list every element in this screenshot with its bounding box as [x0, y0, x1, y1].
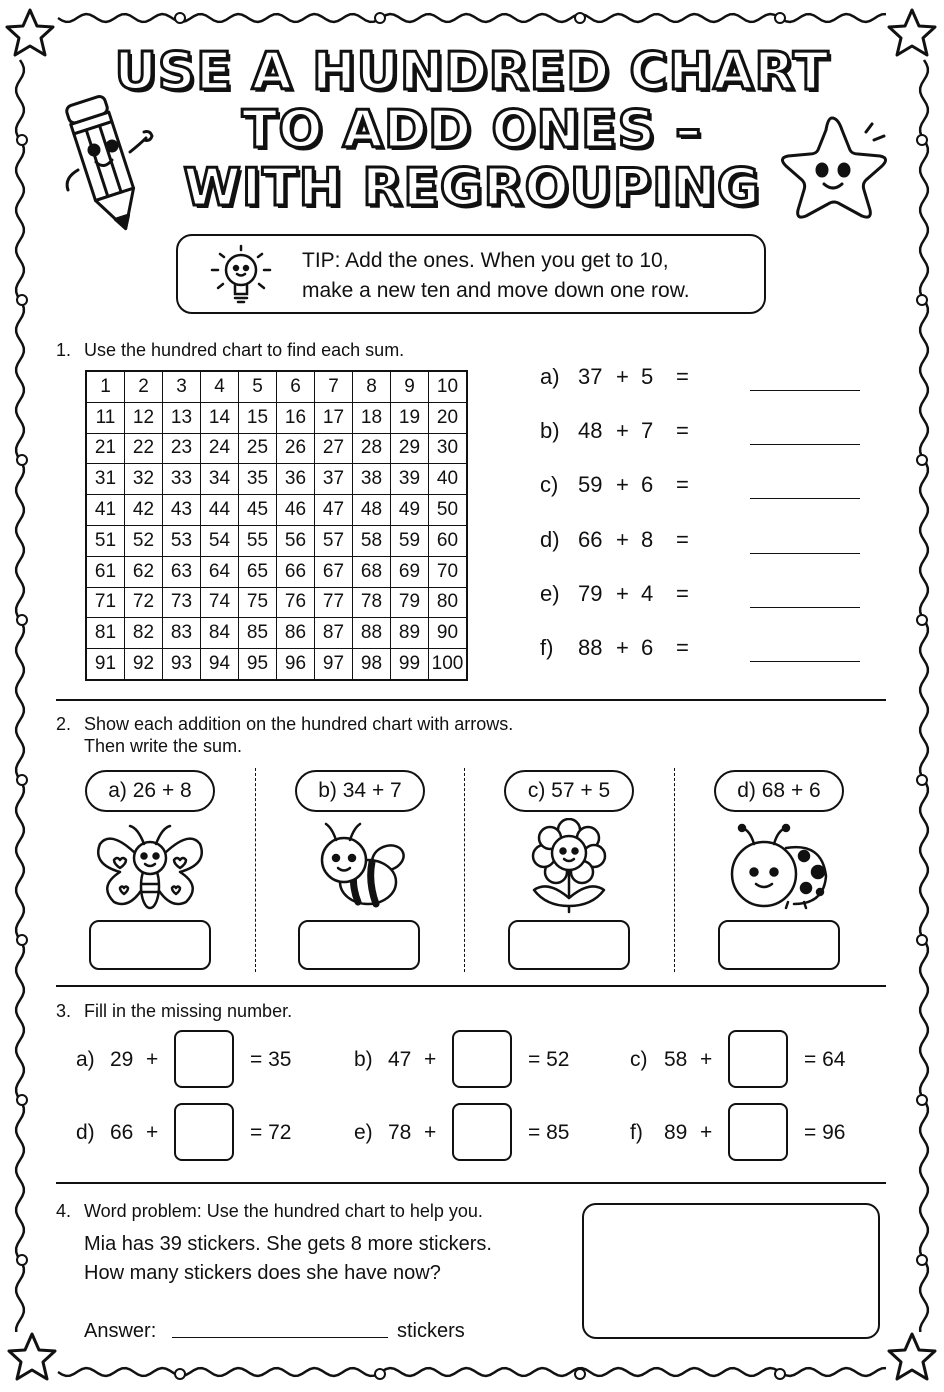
- chart-cell: 33: [163, 464, 201, 495]
- chart-cell: 27: [315, 433, 353, 464]
- chart-cell: 66: [277, 556, 315, 587]
- addend: 66: [578, 526, 603, 552]
- chart-row: [86, 556, 467, 587]
- plus-sign: +: [616, 418, 629, 444]
- q2-number: 2.: [56, 714, 72, 734]
- chart-cell: 86: [277, 618, 315, 649]
- chart-cell: 55: [239, 525, 277, 556]
- problem-label: c): [630, 1048, 648, 1071]
- chart-cell: 9: [391, 371, 429, 402]
- equals-sign: =: [676, 526, 689, 552]
- chart-cell: 21: [86, 433, 125, 464]
- chart-cell: 71: [86, 587, 125, 618]
- q4-story-line-1: Mia has 39 stickers. She gets 8 more stickers.: [84, 1233, 492, 1255]
- title-line-1: USE A HUNDRED CHART: [114, 42, 830, 102]
- missing-number-problem: [76, 1030, 326, 1090]
- chart-cell: 43: [163, 495, 201, 526]
- plus-sign: +: [146, 1121, 159, 1144]
- lightbulb-icon: [206, 242, 276, 310]
- result: = 52: [528, 1048, 570, 1071]
- chart-cell: 48: [353, 495, 391, 526]
- addend: 78: [388, 1121, 412, 1144]
- chart-row: [86, 587, 467, 618]
- divider: [56, 699, 886, 701]
- chart-cell: 42: [125, 495, 163, 526]
- chart-cell: 82: [125, 618, 163, 649]
- plus-sign: +: [700, 1048, 713, 1071]
- chart-cell: 23: [163, 433, 201, 464]
- q1-problem: [540, 472, 870, 502]
- missing-number-problem: [354, 1030, 604, 1090]
- result: = 85: [528, 1121, 570, 1144]
- chart-row: [86, 495, 467, 526]
- missing-number-box[interactable]: [728, 1030, 788, 1088]
- plus-sign: +: [146, 1048, 159, 1071]
- chart-row: [86, 402, 467, 433]
- addend: 66: [110, 1121, 134, 1144]
- problem-label: a): [540, 364, 560, 389]
- answer-unit: stickers: [397, 1320, 465, 1342]
- chart-cell: 76: [277, 587, 315, 618]
- q2-answer-box-b[interactable]: [298, 920, 420, 970]
- chart-cell: 8: [353, 371, 391, 402]
- chart-cell: 96: [277, 649, 315, 680]
- chart-cell: 38: [353, 464, 391, 495]
- hundred-chart: [85, 370, 468, 681]
- plus-sign: +: [700, 1121, 713, 1144]
- addend: 88: [578, 635, 603, 660]
- missing-number-box[interactable]: [174, 1030, 234, 1088]
- chart-cell: 13: [163, 402, 201, 433]
- q2-bubble-d: d) 68 + 6: [714, 770, 844, 812]
- chart-cell: 64: [201, 556, 239, 587]
- chart-cell: 45: [239, 495, 277, 526]
- missing-number-box[interactable]: [452, 1030, 512, 1088]
- chart-cell: 24: [201, 433, 239, 464]
- chart-cell: 68: [353, 556, 391, 587]
- addend: 6: [641, 472, 654, 498]
- result: = 72: [250, 1121, 292, 1144]
- addend: 59: [578, 472, 603, 498]
- chart-cell: 25: [239, 433, 277, 464]
- equals-sign: =: [676, 364, 689, 389]
- chart-cell: 100: [429, 649, 468, 680]
- answer-blank[interactable]: [750, 444, 860, 445]
- equals-sign: =: [676, 580, 689, 606]
- result: = 64: [804, 1048, 846, 1071]
- tip-line-1: TIP: Add the ones. When you get to 10,: [302, 249, 669, 272]
- q2-bubble-a: a) 26 + 8: [85, 770, 215, 812]
- chart-cell: 84: [201, 618, 239, 649]
- chart-cell: 12: [125, 402, 163, 433]
- answer-line[interactable]: [172, 1337, 388, 1338]
- chart-row: [86, 433, 467, 464]
- chart-cell: 70: [429, 556, 468, 587]
- chart-cell: 63: [163, 556, 201, 587]
- problem-label: d): [540, 526, 560, 552]
- chart-cell: 99: [391, 649, 429, 680]
- chart-cell: 50: [429, 495, 468, 526]
- star-icon: [9, 1334, 55, 1379]
- plus-sign: +: [616, 635, 629, 660]
- chart-cell: 22: [125, 433, 163, 464]
- addend: 6: [641, 635, 654, 660]
- q4-story-line-2: How many stickers does she have now?: [84, 1262, 441, 1284]
- chart-cell: 80: [429, 587, 468, 618]
- flower-icon: [526, 818, 612, 914]
- chart-cell: 62: [125, 556, 163, 587]
- chart-cell: 11: [86, 402, 125, 433]
- chart-cell: 3: [163, 371, 201, 402]
- result: = 35: [250, 1048, 292, 1071]
- missing-number-box[interactable]: [452, 1103, 512, 1161]
- chart-cell: 41: [86, 495, 125, 526]
- chart-cell: 93: [163, 649, 201, 680]
- chart-row: [86, 618, 467, 649]
- q1-instruction: Use the hundred chart to find each sum.: [84, 340, 405, 360]
- chart-cell: 35: [239, 464, 277, 495]
- chart-cell: 69: [391, 556, 429, 587]
- q1-number: 1.: [56, 340, 72, 360]
- chart-cell: 47: [315, 495, 353, 526]
- chart-cell: 19: [391, 402, 429, 433]
- problem-label: f): [630, 1121, 643, 1144]
- problem-label: a): [76, 1048, 95, 1071]
- plus-sign: +: [424, 1121, 437, 1144]
- chart-cell: 15: [239, 402, 277, 433]
- chart-cell: 72: [125, 587, 163, 618]
- equals-sign: =: [676, 635, 689, 660]
- addend: 48: [578, 418, 603, 444]
- q1-problem: [540, 364, 870, 394]
- q1-problem: [540, 581, 870, 611]
- addend: 8: [641, 526, 654, 552]
- answer-blank[interactable]: [750, 390, 860, 391]
- chart-cell: 6: [277, 371, 315, 402]
- star-mascot-icon: [770, 110, 900, 225]
- addend: 79: [578, 580, 603, 606]
- problem-label: e): [354, 1121, 373, 1144]
- chart-cell: 85: [239, 618, 277, 649]
- plus-sign: +: [616, 472, 629, 498]
- q2-answer-box-a[interactable]: [89, 920, 211, 970]
- chart-cell: 28: [353, 433, 391, 464]
- divider: [56, 985, 886, 987]
- missing-number-problem: [630, 1103, 880, 1163]
- chart-cell: 79: [391, 587, 429, 618]
- chart-cell: 1: [86, 371, 125, 402]
- chart-cell: 61: [86, 556, 125, 587]
- chart-cell: 51: [86, 525, 125, 556]
- q4-instruction: Word problem: Use the hundred chart to help you.: [84, 1201, 483, 1221]
- pencil-mascot-icon: [54, 92, 164, 242]
- q4-work-box[interactable]: [582, 1203, 880, 1339]
- chart-cell: 90: [429, 618, 468, 649]
- chart-cell: 7: [315, 371, 353, 402]
- chart-cell: 34: [201, 464, 239, 495]
- q2-instruction-line-2: Then write the sum.: [84, 736, 243, 756]
- chart-cell: 59: [391, 525, 429, 556]
- chart-cell: 2: [125, 371, 163, 402]
- addend: 37: [578, 364, 603, 389]
- dashed-divider: [255, 768, 256, 972]
- missing-number-problem: [630, 1030, 880, 1090]
- addend: 47: [388, 1048, 412, 1071]
- star-icon: [889, 1334, 935, 1379]
- problem-label: b): [354, 1048, 373, 1071]
- chart-cell: 58: [353, 525, 391, 556]
- problem-label: f): [540, 635, 554, 660]
- q4-number: 4.: [56, 1201, 72, 1221]
- plus-sign: +: [424, 1048, 437, 1071]
- problem-label: e): [540, 580, 560, 606]
- chart-cell: 26: [277, 433, 315, 464]
- chart-cell: 94: [201, 649, 239, 680]
- chart-cell: 88: [353, 618, 391, 649]
- chart-cell: 57: [315, 525, 353, 556]
- chart-cell: 91: [86, 649, 125, 680]
- problem-label: b): [540, 418, 560, 444]
- chart-cell: 4: [201, 371, 239, 402]
- q2-bubble-b: b) 34 + 7: [295, 770, 425, 812]
- chart-cell: 65: [239, 556, 277, 587]
- chart-cell: 78: [353, 587, 391, 618]
- chart-cell: 74: [201, 587, 239, 618]
- answer-blank[interactable]: [750, 661, 860, 662]
- q1-problem: [540, 635, 870, 665]
- chart-cell: 36: [277, 464, 315, 495]
- q3-instruction: Fill in the missing number.: [84, 1001, 293, 1021]
- chart-cell: 16: [277, 402, 315, 433]
- chart-cell: 29: [391, 433, 429, 464]
- addend: 58: [664, 1048, 688, 1071]
- problem-label: d): [76, 1121, 95, 1144]
- chart-cell: 10: [429, 371, 468, 402]
- chart-cell: 83: [163, 618, 201, 649]
- chart-cell: 52: [125, 525, 163, 556]
- butterfly-icon: [92, 820, 208, 915]
- missing-number-problem: [354, 1103, 604, 1163]
- missing-number-box[interactable]: [728, 1103, 788, 1161]
- chart-cell: 54: [201, 525, 239, 556]
- chart-cell: 46: [277, 495, 315, 526]
- chart-cell: 95: [239, 649, 277, 680]
- bee-icon: [310, 820, 414, 910]
- plus-sign: +: [616, 364, 629, 389]
- plus-sign: +: [616, 580, 629, 606]
- chart-cell: 97: [315, 649, 353, 680]
- addend: 89: [664, 1121, 688, 1144]
- chart-cell: 98: [353, 649, 391, 680]
- chart-cell: 30: [429, 433, 468, 464]
- tip-line-2: make a new ten and move down one row.: [302, 279, 690, 302]
- chart-row: [86, 371, 467, 402]
- chart-cell: 5: [239, 371, 277, 402]
- chart-row: [86, 649, 467, 680]
- title-line-2: TO ADD ONES –: [241, 100, 703, 160]
- q3-number: 3.: [56, 1001, 72, 1021]
- missing-number-problem: [76, 1103, 326, 1163]
- dashed-divider: [674, 768, 675, 972]
- chart-cell: 39: [391, 464, 429, 495]
- title-line-3: WITH REGROUPING: [183, 158, 761, 218]
- chart-cell: 17: [315, 402, 353, 433]
- chart-cell: 73: [163, 587, 201, 618]
- chart-cell: 31: [86, 464, 125, 495]
- answer-blank[interactable]: [750, 498, 860, 499]
- addend: 4: [641, 580, 654, 606]
- tip-text: [302, 246, 762, 306]
- chart-cell: 92: [125, 649, 163, 680]
- chart-cell: 40: [429, 464, 468, 495]
- q2-instruction-line-1: Show each addition on the hundred chart with arrows.: [84, 714, 514, 734]
- chart-cell: 87: [315, 618, 353, 649]
- chart-row: [86, 525, 467, 556]
- dashed-divider: [464, 768, 465, 972]
- result: = 96: [804, 1121, 846, 1144]
- divider: [56, 1182, 886, 1184]
- chart-cell: 89: [391, 618, 429, 649]
- missing-number-box[interactable]: [174, 1103, 234, 1161]
- chart-cell: 18: [353, 402, 391, 433]
- equals-sign: =: [676, 472, 689, 498]
- plus-sign: +: [616, 526, 629, 552]
- q2-answer-box-c[interactable]: [508, 920, 630, 970]
- equals-sign: =: [676, 418, 689, 444]
- chart-cell: 56: [277, 525, 315, 556]
- addend: 29: [110, 1048, 134, 1071]
- chart-cell: 75: [239, 587, 277, 618]
- answer-blank[interactable]: [750, 553, 860, 554]
- chart-cell: 81: [86, 618, 125, 649]
- chart-cell: 60: [429, 525, 468, 556]
- chart-row: [86, 464, 467, 495]
- answer-label: Answer:: [84, 1320, 157, 1342]
- answer-blank[interactable]: [750, 607, 860, 608]
- q1-problem: [540, 418, 870, 448]
- q1-problem: [540, 527, 870, 557]
- problem-label: c): [540, 472, 559, 498]
- addend: 5: [641, 364, 654, 389]
- chart-cell: 20: [429, 402, 468, 433]
- addend: 7: [641, 418, 654, 444]
- chart-cell: 67: [315, 556, 353, 587]
- q2-bubble-c: c) 57 + 5: [504, 770, 634, 812]
- chart-cell: 53: [163, 525, 201, 556]
- chart-cell: 32: [125, 464, 163, 495]
- q2-answer-box-d[interactable]: [718, 920, 840, 970]
- chart-cell: 44: [201, 495, 239, 526]
- chart-cell: 14: [201, 402, 239, 433]
- chart-cell: 49: [391, 495, 429, 526]
- chart-cell: 37: [315, 464, 353, 495]
- tip-box: [176, 234, 766, 314]
- ladybug-icon: [722, 818, 832, 910]
- chart-cell: 77: [315, 587, 353, 618]
